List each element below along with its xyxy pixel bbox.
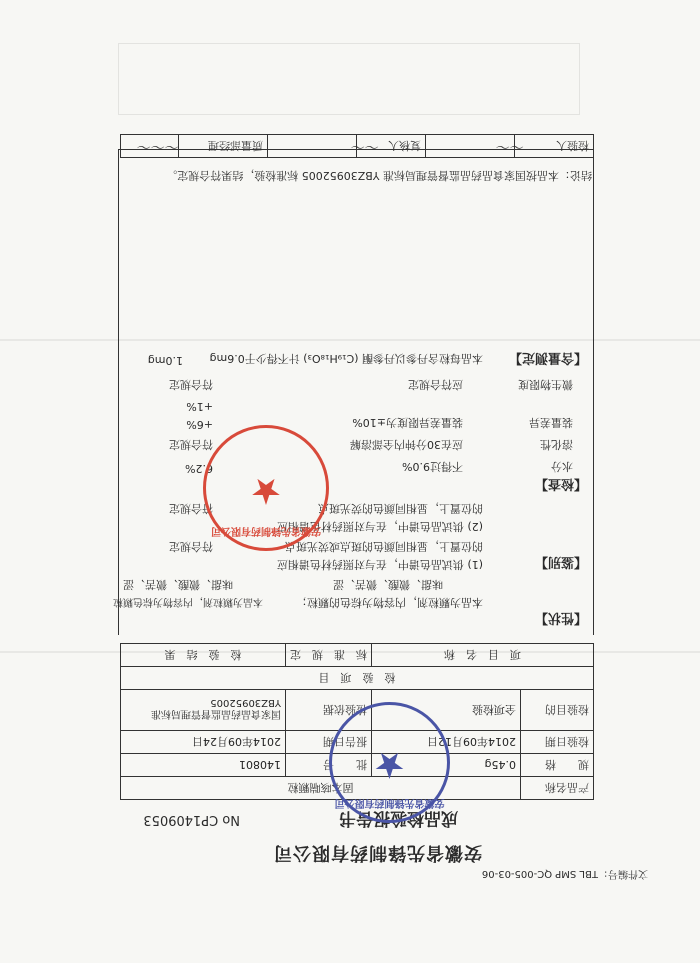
report-title: 成品检验报告书 xyxy=(339,808,458,828)
red-company-seal xyxy=(203,425,329,551)
red-seal-text: 安徽省先锋制药有限公司 xyxy=(211,525,321,536)
item-name-header: 项 目 名 称 xyxy=(372,644,594,667)
traits-result-taste: 味甜、微酸、微苦、涩 xyxy=(123,578,233,591)
inspect-date: 2014年09月12日 xyxy=(372,731,521,754)
signature-reviewer: 〜〜 xyxy=(352,138,380,154)
red-seal-star-icon: ★ xyxy=(249,470,283,511)
ident-standard-2: (2) 供试品色谱中，在与对照药材色谱相应 xyxy=(276,520,483,533)
microbial-result: 符合规定 xyxy=(169,378,213,391)
doc-code: 文件编号：TBL SMP QC-005-03-06 xyxy=(481,868,648,879)
inspection-items-header: 检 验 项 目 xyxy=(121,667,594,690)
product-name: 固本咳喘颗粒 xyxy=(121,777,521,800)
blue-seal-text: 安徽省先锋制药有限公司 xyxy=(334,797,445,808)
assay-standard: 本品每粒含丹参以丹参酮 (C₁₉H₁₈O₃) 计不得少于0.6mg xyxy=(209,352,483,365)
traits-result: 本品为颗粒剂，内容物为棕色颗粒 xyxy=(113,596,263,607)
qa-manager-label: 质量部经理 xyxy=(179,135,268,158)
product-name-label: 产品名称 xyxy=(521,777,594,800)
traits-standard: 本品为颗粒剂，内容物为棕色的颗粒； xyxy=(296,596,483,609)
purpose-value: 全项检验 xyxy=(372,690,521,731)
disintegration-label: 溶化性 xyxy=(540,438,573,451)
disintegration-result: 符合规定 xyxy=(169,438,213,451)
check-title: 【检查】 xyxy=(534,476,587,491)
standard-header: 标 准 规 定 xyxy=(286,644,372,667)
assay-result: 1.0mg xyxy=(147,354,183,367)
company-name: 安徽省先锋制药有限公司 xyxy=(273,842,482,863)
basis-label: 检验依据 xyxy=(286,690,372,731)
inspect-date-label: 检验日期 xyxy=(521,731,594,754)
bleed-through-table xyxy=(118,43,580,115)
assay-title: 【含量测定】 xyxy=(508,350,587,365)
water-label: 水分 xyxy=(551,460,573,473)
ident-standard-1b: 的位置上，显相同颜色的斑点或荧光斑点 xyxy=(285,540,483,553)
results-body xyxy=(113,149,594,635)
report-date-label: 报告日期 xyxy=(286,731,372,754)
spec-label: 规 格 xyxy=(521,754,594,777)
ident-title: 【鉴别】 xyxy=(534,554,587,569)
water-standard: 不得过9.0% xyxy=(402,460,463,473)
ident-result-1: 符合规定 xyxy=(169,540,213,553)
traits-taste: 味甜、微酸、微苦、涩 xyxy=(333,578,443,591)
report-date: 2014年09月24日 xyxy=(121,731,286,754)
ident-standard-1: (1) 供试品色谱中，在与对照药材色谱相应 xyxy=(276,558,483,571)
signature-qa: 〜〜〜 xyxy=(138,138,180,154)
disintegration-standard: 应在30分钟内全部溶解 xyxy=(350,438,463,451)
reviewer-signature xyxy=(268,135,357,158)
weight-standard: 装量差异限度为±10% xyxy=(352,416,463,429)
inspector-label: 检验人 xyxy=(515,135,594,158)
report-number: No CP1409053 xyxy=(143,812,240,827)
reviewer-label: 复核人 xyxy=(357,135,426,158)
blue-company-seal xyxy=(329,702,450,823)
conclusion: 结论：本品按国家食品药品监督管理局标准 YBZ30952005 标准检验，结果符合规定。 xyxy=(166,169,592,182)
microbial-label: 微生物限度 xyxy=(518,378,573,391)
ident-standard-2b: 的位置上，显相同颜色的荧光斑点 xyxy=(318,502,483,515)
weight-result-2: +1% xyxy=(186,400,213,413)
traits-title: 【性状】 xyxy=(534,610,587,625)
ident-result-2: 符合规定 xyxy=(169,502,213,515)
weight-result: +6% xyxy=(186,418,213,431)
water-result: 6.2% xyxy=(185,462,213,475)
blue-seal-star-icon: ★ xyxy=(373,744,406,785)
result-header: 检 验 结 果 xyxy=(121,644,286,667)
basis-value: 国家食品药品监督管理局标准 YBZ30952005 xyxy=(121,690,286,731)
purpose-label: 检验目的 xyxy=(521,690,594,731)
spec-value: 0.45g xyxy=(372,754,521,777)
weight-label: 装量差异 xyxy=(529,416,573,429)
microbial-standard: 应符合规定 xyxy=(408,378,463,391)
signature-inspector: 〜〜 xyxy=(497,138,525,154)
batch-label: 批 号 xyxy=(286,754,372,777)
batch-value: 140801 xyxy=(121,754,286,777)
